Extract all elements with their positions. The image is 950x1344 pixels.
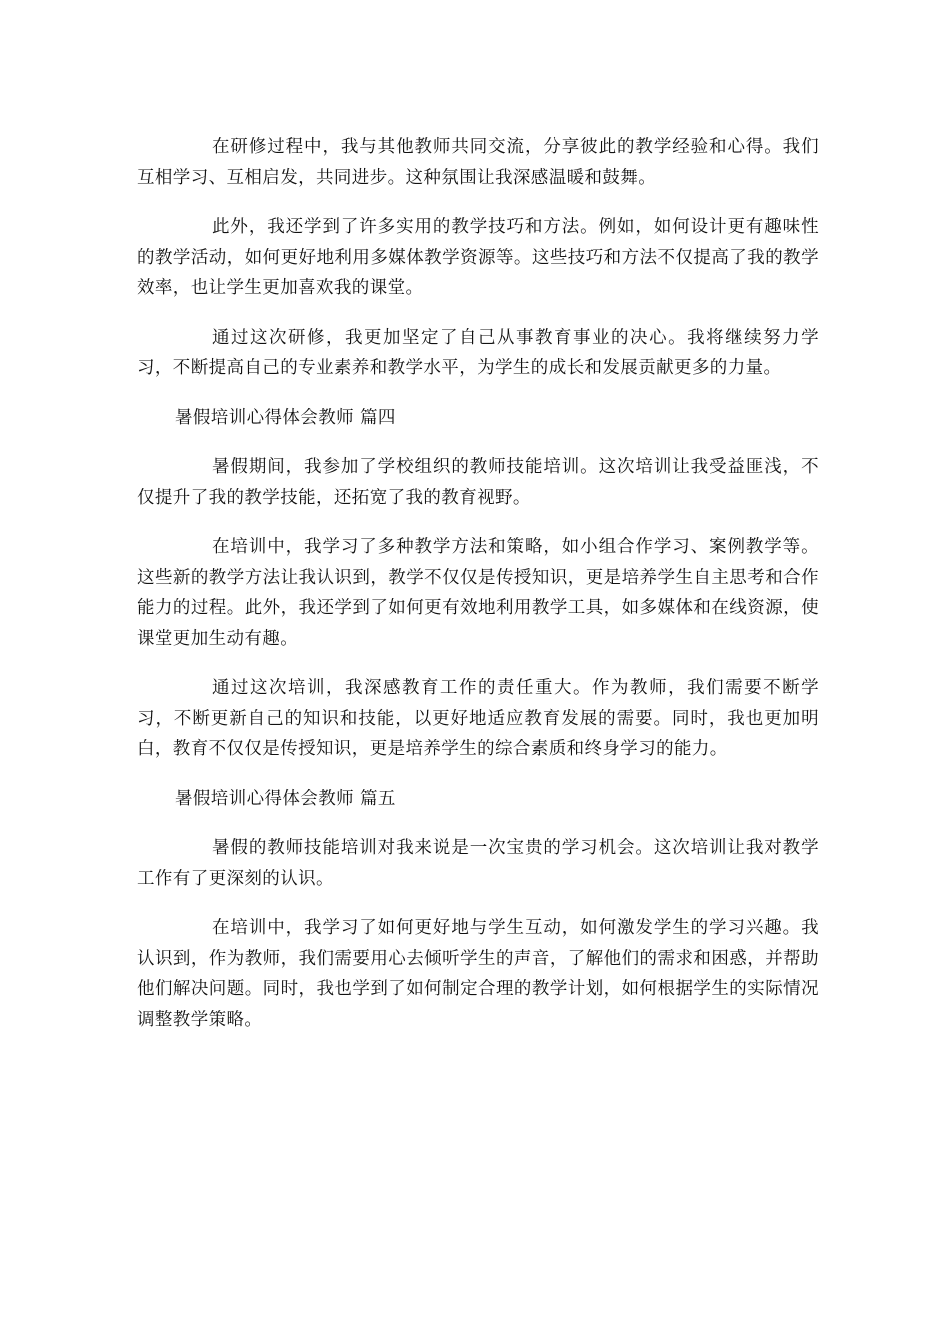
paragraph: 在培训中，我学习了如何更好地与学生互动，如何激发学生的学习兴趣。我认识到，作为教师，我们需要用心去倾听学生的声音，了解他们的需求和困惑，并帮助他们解决问题。同时，我也学到了如何制定合理的教学计划，如何根据学生的实际情况调整教学策略。 [137, 918, 819, 1030]
paragraph: 通过这次培训，我深感教育工作的责任重大。作为教师，我们需要不断学习，不断更新自己的知识和技能，以更好地适应教育发展的需要。同时，我也更加明白，教育不仅仅是传授知识，更是培养学生的综合素质和终身学习的能力。 [137, 678, 819, 759]
paragraph: 暑假的教师技能培训对我来说是一次宝贵的学习机会。这次培训让我对教学工作有了更深刻的认识。 [137, 838, 819, 889]
paragraph: 在研修过程中，我与其他教师共同交流，分享彼此的教学经验和心得。我们互相学习、互相启发，共同进步。这种氛围让我深感温暖和鼓舞。 [137, 137, 819, 188]
section-heading: 暑假培训心得体会教师 篇五 [175, 788, 396, 809]
paragraph: 暑假期间，我参加了学校组织的教师技能培训。这次培训让我受益匪浅，不仅提升了我的教学技能，还拓宽了我的教育视野。 [137, 457, 819, 508]
paragraph: 通过这次研修，我更加坚定了自己从事教育事业的决心。我将继续努力学习，不断提高自己的专业素养和教学水平，为学生的成长和发展贡献更多的力量。 [137, 327, 819, 378]
paragraph: 此外，我还学到了许多实用的教学技巧和方法。例如，如何设计更有趣味性的教学活动，如何更好地利用多媒体教学资源等。这些技巧和方法不仅提高了我的教学效率，也让学生更加喜欢我的课堂。 [137, 217, 819, 298]
section-heading: 暑假培训心得体会教师 篇四 [175, 407, 396, 428]
document-body [137, 132, 819, 1054]
paragraph: 在培训中，我学习了多种教学方法和策略，如小组合作学习、案例教学等。这些新的教学方法让我认识到，教学不仅仅是传授知识，更是培养学生自主思考和合作能力的过程。此外，我还学到了如何更有效地利用教学工具，如多媒体和在线资源，使课堂更加生动有趣。 [137, 537, 819, 649]
